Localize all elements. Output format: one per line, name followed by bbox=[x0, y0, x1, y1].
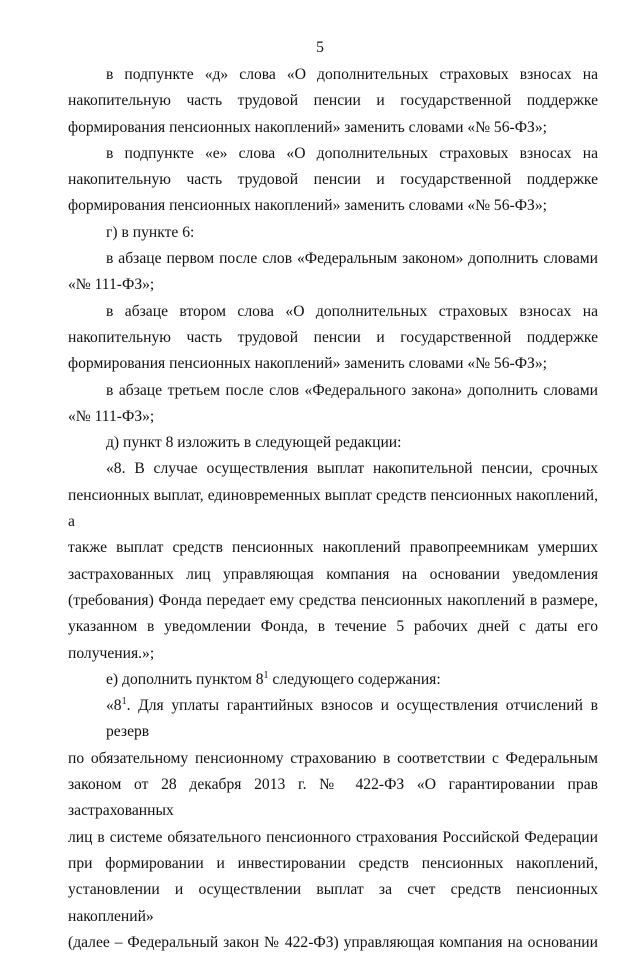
paragraph-second-abzac bbox=[68, 299, 598, 378]
paragraph-third-abzac bbox=[68, 378, 598, 431]
text-line: «8. В случае осуществления выплат накопительной пенсии, срочных bbox=[106, 460, 598, 478]
paragraph-subpoint-d bbox=[68, 62, 598, 141]
text-line: (далее – Федеральный закон № 422-ФЗ) управляющая компания на основании bbox=[68, 933, 598, 951]
text-line: в подпункте «е» слова «О дополнительных страховых взносах на bbox=[106, 144, 598, 162]
text-line: в абзаце первом после слов «Федеральным законом» дополнить словами bbox=[106, 250, 598, 268]
text-line: лиц в системе обязательного пенсионного страхования Российской Федерации bbox=[68, 828, 598, 846]
superscript: 1 bbox=[121, 696, 127, 708]
text-line: пенсионных выплат, единовременных выплат средств пенсионных накоплений, а bbox=[68, 486, 598, 531]
superscript: 1 bbox=[263, 669, 269, 681]
text-fragment: . Для уплаты гарантийных взносов и осуществления отчислений в резерв bbox=[106, 697, 598, 741]
text-line: получения.»; bbox=[68, 644, 155, 662]
text-line: (требования) Фонда передает ему средства пенсионных накоплений в размере, bbox=[68, 591, 598, 609]
paragraph-point-8 bbox=[68, 456, 598, 666]
paragraph-item-g bbox=[68, 220, 598, 246]
text-line: г) в пункте 6: bbox=[106, 223, 195, 241]
text-line: указанном в уведомлении Фонда, в течение 5 рабочих дней с даты его bbox=[68, 618, 598, 636]
text-line: также выплат средств пенсионных накоплений правопреемникам умерших bbox=[68, 539, 598, 557]
text-line: накопительную часть трудовой пенсии и государственной поддержке bbox=[68, 92, 598, 110]
text-line: застрахованных лиц управляющая компания на основании уведомления bbox=[68, 565, 598, 583]
text-fragment: «8 bbox=[106, 697, 122, 715]
text-fragment: следующего содержания: bbox=[272, 670, 441, 688]
text-line bbox=[68, 667, 598, 693]
text-line: при формировании и инвестировании средств пенсионных накоплений, bbox=[68, 854, 598, 872]
text-line: д) пункт 8 изложить в следующей редакции: bbox=[106, 434, 402, 452]
text-line: формирования пенсионных накоплений» заменить словами «№ 56-ФЗ»; bbox=[68, 355, 547, 373]
text-line: формирования пенсионных накоплений» заменить словами «№ 56-ФЗ»; bbox=[68, 118, 547, 136]
text-line bbox=[68, 693, 598, 746]
paragraph-subpoint-e bbox=[68, 141, 598, 220]
text-line: накопительную часть трудовой пенсии и государственной поддержке bbox=[68, 328, 598, 346]
text-line: в абзаце втором слова «О дополнительных страховых взносах на bbox=[106, 302, 598, 320]
text-line: установлении и осуществлении выплат за счет средств пенсионных накоплений» bbox=[68, 881, 598, 925]
page-number: 5 bbox=[316, 39, 324, 56]
paragraph-item-d bbox=[68, 430, 598, 456]
text-line: «№ 111-ФЗ»; bbox=[68, 276, 155, 294]
text-line: законом от 28 декабря 2013 г. № 422-ФЗ «О гарантировании прав застрахованных bbox=[68, 776, 598, 820]
text-line: «№ 111-ФЗ»; bbox=[68, 407, 155, 425]
text-line: в подпункте «д» слова «О дополнительных страховых взносах на bbox=[106, 66, 598, 83]
text-line: накопительную часть трудовой пенсии и государственной поддержке bbox=[68, 171, 598, 189]
paragraph-first-abzac bbox=[68, 246, 598, 299]
text-fragment: е) дополнить пунктом 8 bbox=[106, 670, 264, 688]
text-line: в абзаце третьем после слов «Федерального закона» дополнить словами bbox=[106, 381, 598, 399]
document-body bbox=[68, 62, 598, 956]
paragraph-item-e bbox=[68, 667, 598, 693]
text-line: формирования пенсионных накоплений» заменить словами «№ 56-ФЗ»; bbox=[68, 197, 547, 215]
paragraph-point-8-1 bbox=[68, 693, 598, 956]
text-line: по обязательному пенсионному страхованию в соответствии с Федеральным bbox=[68, 749, 598, 767]
